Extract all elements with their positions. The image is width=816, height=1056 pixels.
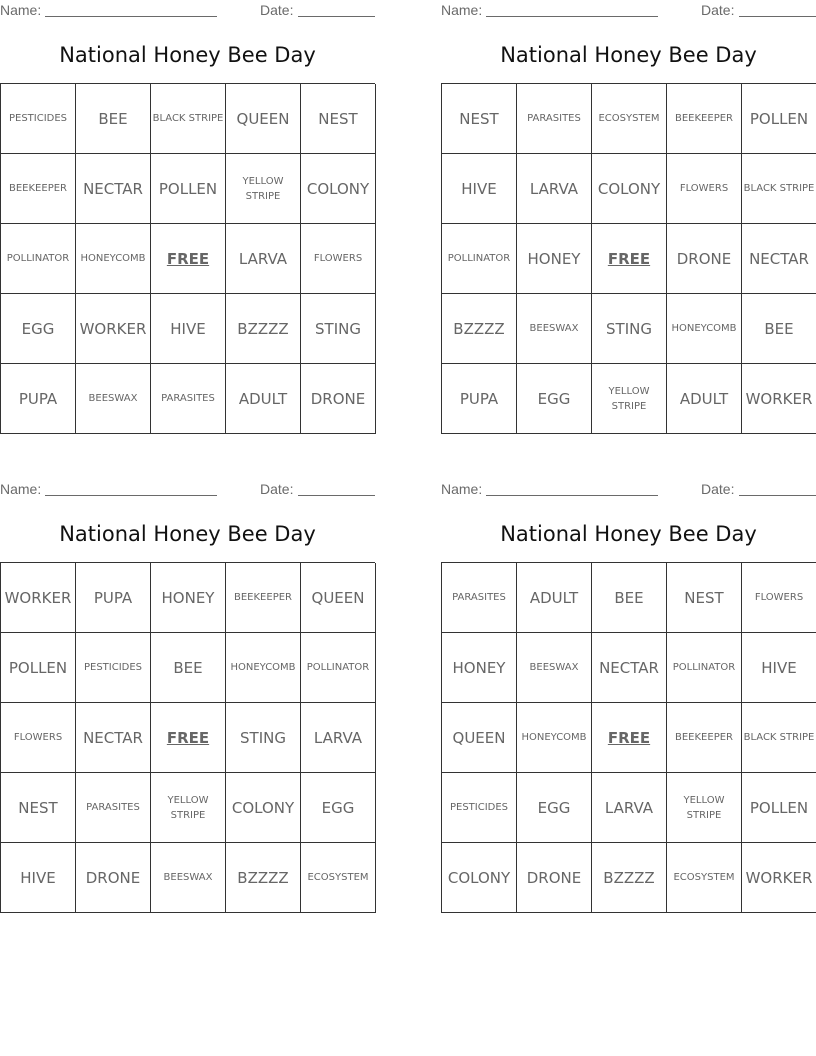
bingo-cell[interactable]: POLLINATOR [442, 224, 517, 294]
bingo-cell[interactable]: HIVE [1, 843, 76, 913]
bingo-cell[interactable]: BEEKEEPER [226, 563, 301, 633]
bingo-cell[interactable]: BZZZZ [592, 843, 667, 913]
bingo-cell[interactable]: HONEY [151, 563, 226, 633]
bingo-cell[interactable]: QUEEN [226, 84, 301, 154]
bingo-cell[interactable]: ECOSYSTEM [592, 84, 667, 154]
name-blank-line[interactable] [486, 495, 658, 496]
bingo-cell[interactable]: ECOSYSTEM [667, 843, 742, 913]
bingo-cell[interactable]: LARVA [301, 703, 376, 773]
bingo-cell[interactable]: HIVE [442, 154, 517, 224]
bingo-cell[interactable]: COLONY [442, 843, 517, 913]
bingo-cell[interactable]: BEEKEEPER [667, 703, 742, 773]
name-label: Name: [0, 481, 42, 497]
bingo-grid [441, 562, 816, 913]
card-header [0, 2, 375, 20]
bingo-cell[interactable]: EGG [517, 773, 592, 843]
bingo-cell[interactable]: HONEYCOMB [667, 294, 742, 364]
bingo-cell[interactable]: BEEKEEPER [667, 84, 742, 154]
bingo-cell[interactable]: BEE [151, 633, 226, 703]
bingo-cell[interactable]: EGG [1, 294, 76, 364]
card-header [441, 481, 816, 499]
bingo-cell[interactable]: EGG [517, 364, 592, 434]
bingo-cell[interactable]: NECTAR [592, 633, 667, 703]
date-label: Date: [260, 481, 294, 497]
bingo-grid [0, 83, 375, 434]
bingo-grid [441, 83, 816, 434]
name-label: Name: [0, 2, 42, 18]
bingo-cell[interactable]: FLOWERS [667, 154, 742, 224]
bingo-cell[interactable]: POLLEN [742, 84, 816, 154]
date-label: Date: [701, 2, 735, 18]
bingo-cell[interactable]: DRONE [301, 364, 376, 434]
bingo-cell[interactable]: BEE [76, 84, 151, 154]
bingo-cell[interactable]: BEESWAX [517, 294, 592, 364]
bingo-cell[interactable]: BZZZZ [226, 843, 301, 913]
card-title: National Honey Bee Day [59, 522, 316, 546]
bingo-cell[interactable]: COLONY [592, 154, 667, 224]
bingo-cell[interactable]: DRONE [517, 843, 592, 913]
bingo-cell[interactable]: BZZZZ [442, 294, 517, 364]
free-space-cell[interactable]: FREE [592, 703, 667, 773]
bingo-cell[interactable]: EGG [301, 773, 376, 843]
card-header [441, 2, 816, 20]
bingo-cell[interactable]: PESTICIDES [1, 84, 76, 154]
bingo-cell[interactable]: HONEYCOMB [517, 703, 592, 773]
bingo-cell[interactable]: STING [592, 294, 667, 364]
bingo-grid [0, 562, 375, 913]
bingo-cell[interactable]: WORKER [1, 563, 76, 633]
free-space-cell[interactable]: FREE [151, 703, 226, 773]
bingo-cell[interactable]: NEST [301, 84, 376, 154]
date-blank-line[interactable] [298, 495, 375, 496]
bingo-cell[interactable]: POLLINATOR [1, 224, 76, 294]
bingo-cell[interactable]: POLLEN [742, 773, 816, 843]
bingo-cell[interactable]: HIVE [742, 633, 816, 703]
bingo-cell[interactable]: STING [226, 703, 301, 773]
bingo-cell[interactable]: NECTAR [76, 154, 151, 224]
bingo-cell[interactable]: PUPA [442, 364, 517, 434]
bingo-cell[interactable]: FLOWERS [301, 224, 376, 294]
bingo-cell[interactable]: FLOWERS [1, 703, 76, 773]
bingo-cell[interactable]: QUEEN [442, 703, 517, 773]
bingo-cell[interactable]: PESTICIDES [442, 773, 517, 843]
bingo-cell[interactable]: BLACK STRIPE [151, 84, 226, 154]
date-blank-line[interactable] [739, 16, 816, 17]
bingo-cell[interactable]: LARVA [226, 224, 301, 294]
bingo-cell[interactable]: LARVA [517, 154, 592, 224]
name-blank-line[interactable] [45, 495, 217, 496]
bingo-cell[interactable]: DRONE [76, 843, 151, 913]
name-blank-line[interactable] [45, 16, 217, 17]
date-blank-line[interactable] [739, 495, 816, 496]
bingo-cell[interactable]: BEESWAX [151, 843, 226, 913]
bingo-cell[interactable]: PARASITES [151, 364, 226, 434]
bingo-cell[interactable]: WORKER [742, 843, 816, 913]
bingo-cell[interactable]: NEST [667, 563, 742, 633]
bingo-cell[interactable]: BEE [592, 563, 667, 633]
bingo-cell[interactable]: HONEY [442, 633, 517, 703]
bingo-cell[interactable]: PARASITES [76, 773, 151, 843]
bingo-cell[interactable]: ADULT [517, 563, 592, 633]
bingo-cell[interactable]: ADULT [226, 364, 301, 434]
bingo-cell[interactable]: PESTICIDES [76, 633, 151, 703]
bingo-cell[interactable]: YELLOW STRIPE [667, 773, 742, 843]
bingo-cell[interactable]: PARASITES [442, 563, 517, 633]
bingo-cell[interactable]: WORKER [742, 364, 816, 434]
name-label: Name: [441, 2, 483, 18]
bingo-cell[interactable]: STING [301, 294, 376, 364]
bingo-cell[interactable]: NEST [442, 84, 517, 154]
bingo-cell[interactable]: QUEEN [301, 563, 376, 633]
card-title: National Honey Bee Day [59, 43, 316, 67]
bingo-cell[interactable]: POLLEN [151, 154, 226, 224]
bingo-cell[interactable]: PUPA [1, 364, 76, 434]
bingo-cell[interactable]: YELLOW STRIPE [226, 154, 301, 224]
name-blank-line[interactable] [486, 16, 658, 17]
bingo-cell[interactable]: LARVA [592, 773, 667, 843]
bingo-cell[interactable]: HONEYCOMB [76, 224, 151, 294]
bingo-cell[interactable]: HONEY [517, 224, 592, 294]
bingo-cell[interactable]: POLLINATOR [301, 633, 376, 703]
bingo-cell[interactable]: YELLOW STRIPE [592, 364, 667, 434]
card-header [0, 481, 375, 499]
bingo-cell[interactable]: BEESWAX [517, 633, 592, 703]
date-blank-line[interactable] [298, 16, 375, 17]
bingo-cell[interactable]: COLONY [301, 154, 376, 224]
bingo-cell[interactable]: BEESWAX [76, 364, 151, 434]
bingo-cell[interactable]: BEE [742, 294, 816, 364]
bingo-cell[interactable]: NECTAR [742, 224, 816, 294]
bingo-cell[interactable]: DRONE [667, 224, 742, 294]
bingo-cell[interactable]: PARASITES [517, 84, 592, 154]
bingo-cell[interactable]: YELLOW STRIPE [151, 773, 226, 843]
bingo-cell[interactable]: COLONY [226, 773, 301, 843]
date-label: Date: [701, 481, 735, 497]
bingo-cell[interactable]: POLLEN [1, 633, 76, 703]
free-space-cell[interactable]: FREE [151, 224, 226, 294]
name-label: Name: [441, 481, 483, 497]
bingo-cell[interactable]: BLACK STRIPE [742, 703, 816, 773]
bingo-cell[interactable]: NEST [1, 773, 76, 843]
free-space-cell[interactable]: FREE [592, 224, 667, 294]
bingo-cell[interactable]: BEEKEEPER [1, 154, 76, 224]
bingo-cell[interactable]: BLACK STRIPE [742, 154, 816, 224]
bingo-cell[interactable]: WORKER [76, 294, 151, 364]
bingo-cell[interactable]: ADULT [667, 364, 742, 434]
card-title: National Honey Bee Day [500, 522, 757, 546]
bingo-cell[interactable]: HIVE [151, 294, 226, 364]
bingo-cell[interactable]: FLOWERS [742, 563, 816, 633]
bingo-cell[interactable]: HONEYCOMB [226, 633, 301, 703]
bingo-cell[interactable]: NECTAR [76, 703, 151, 773]
bingo-cell[interactable]: BZZZZ [226, 294, 301, 364]
date-label: Date: [260, 2, 294, 18]
bingo-cell[interactable]: PUPA [76, 563, 151, 633]
bingo-cell[interactable]: POLLINATOR [667, 633, 742, 703]
card-title: National Honey Bee Day [500, 43, 757, 67]
bingo-cell[interactable]: ECOSYSTEM [301, 843, 376, 913]
